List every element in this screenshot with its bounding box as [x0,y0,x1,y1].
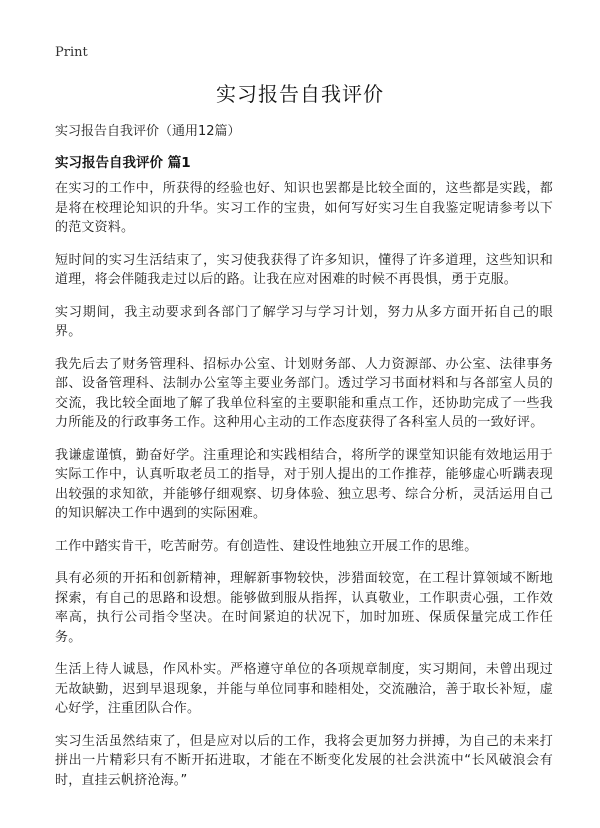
section-heading: 实习报告自我评价 篇1 [55,155,191,171]
paragraph: 我谦虚谨慎，勤奋好学。注重理论和实践相结合，将所学的课堂知识能有效地运用于实际工作中，认真听取老员工的指导，对于别人提出的工作推荐，能够虚心听蹒表现出较强的求知欲，并能够仔细观察、切身体验、独立思考、综合分析，灵活运用自己的知识解决工作中遇到的实际困难。 [55,447,553,521]
paragraph: 具有必须的开拓和创新精神，理解新事物较快，涉猎面较宽，在工程计算领域不断地探索，有自己的思路和设想。能够做到服从指挥，认真敬业，工作职责心强，工作效率高，执行公司指令坚决。在时间紧迫的状况下，加时加班、保质保量完成工作任务。 [55,571,553,645]
paragraph: 实习生活虽然结束了，但是应对以后的工作，我将会更加努力拼搏，为自己的未来打拼出一片精彩只有不断开拓进取，才能在不断变化发展的社会洪流中“长风破浪会有时，直挂云帆挤沧海。” [55,733,553,788]
print-label[interactable]: Print [55,45,88,60]
document-body [55,179,553,803]
paragraph: 短时间的实习生活结束了，实习使我获得了许多知识，懂得了许多道理，这些知识和道理，将会伴随我走过以后的路。让我在应对困难的时候不再畏惧，勇于克服。 [55,252,553,287]
paragraph: 我先后去了财务管理科、招标办公室、计划财务部、人力资源部、办公室、法律事务部、设备管理科、法制办公室等主要业务部门。透过学习书面材料和与各部室人员的交流，我比较全面地了解了我单位科室的主要职能和重点工作，还协助完成了一些我力所能及的行政事务工作。这种用心主动的工作态度获得了各科室人员的一致好评。 [55,356,553,430]
paragraph: 实习期间，我主动要求到各部门了解学习与学习计划，努力从多方面开拓自己的眼界。 [55,304,553,339]
document-title: 实习报告自我评价 [216,82,384,106]
document-subtitle: 实习报告自我评价（通用12篇） [55,124,241,139]
paragraph: 在实习的工作中，所获得的经验也好、知识也罢都是比较全面的，这些都是实践，都是将在校理论知识的升华。实习工作的宝贵，如何写好实习生自我鉴定呢请参考以下的范文资料。 [55,181,553,235]
paragraph: 工作中踏实肯干，吃苦耐劳。有创造性、建设性地独立开展工作的思维。 [55,538,478,554]
paragraph: 生活上待人诚恳，作风朴实。严格遵守单位的各项规章制度，实习期间，未曾出现过无故缺勤，迟到早退现象，并能与单位同事和睦相处，交流融洽，善于取长补短，虚心好学，注重团队合作。 [55,662,553,716]
